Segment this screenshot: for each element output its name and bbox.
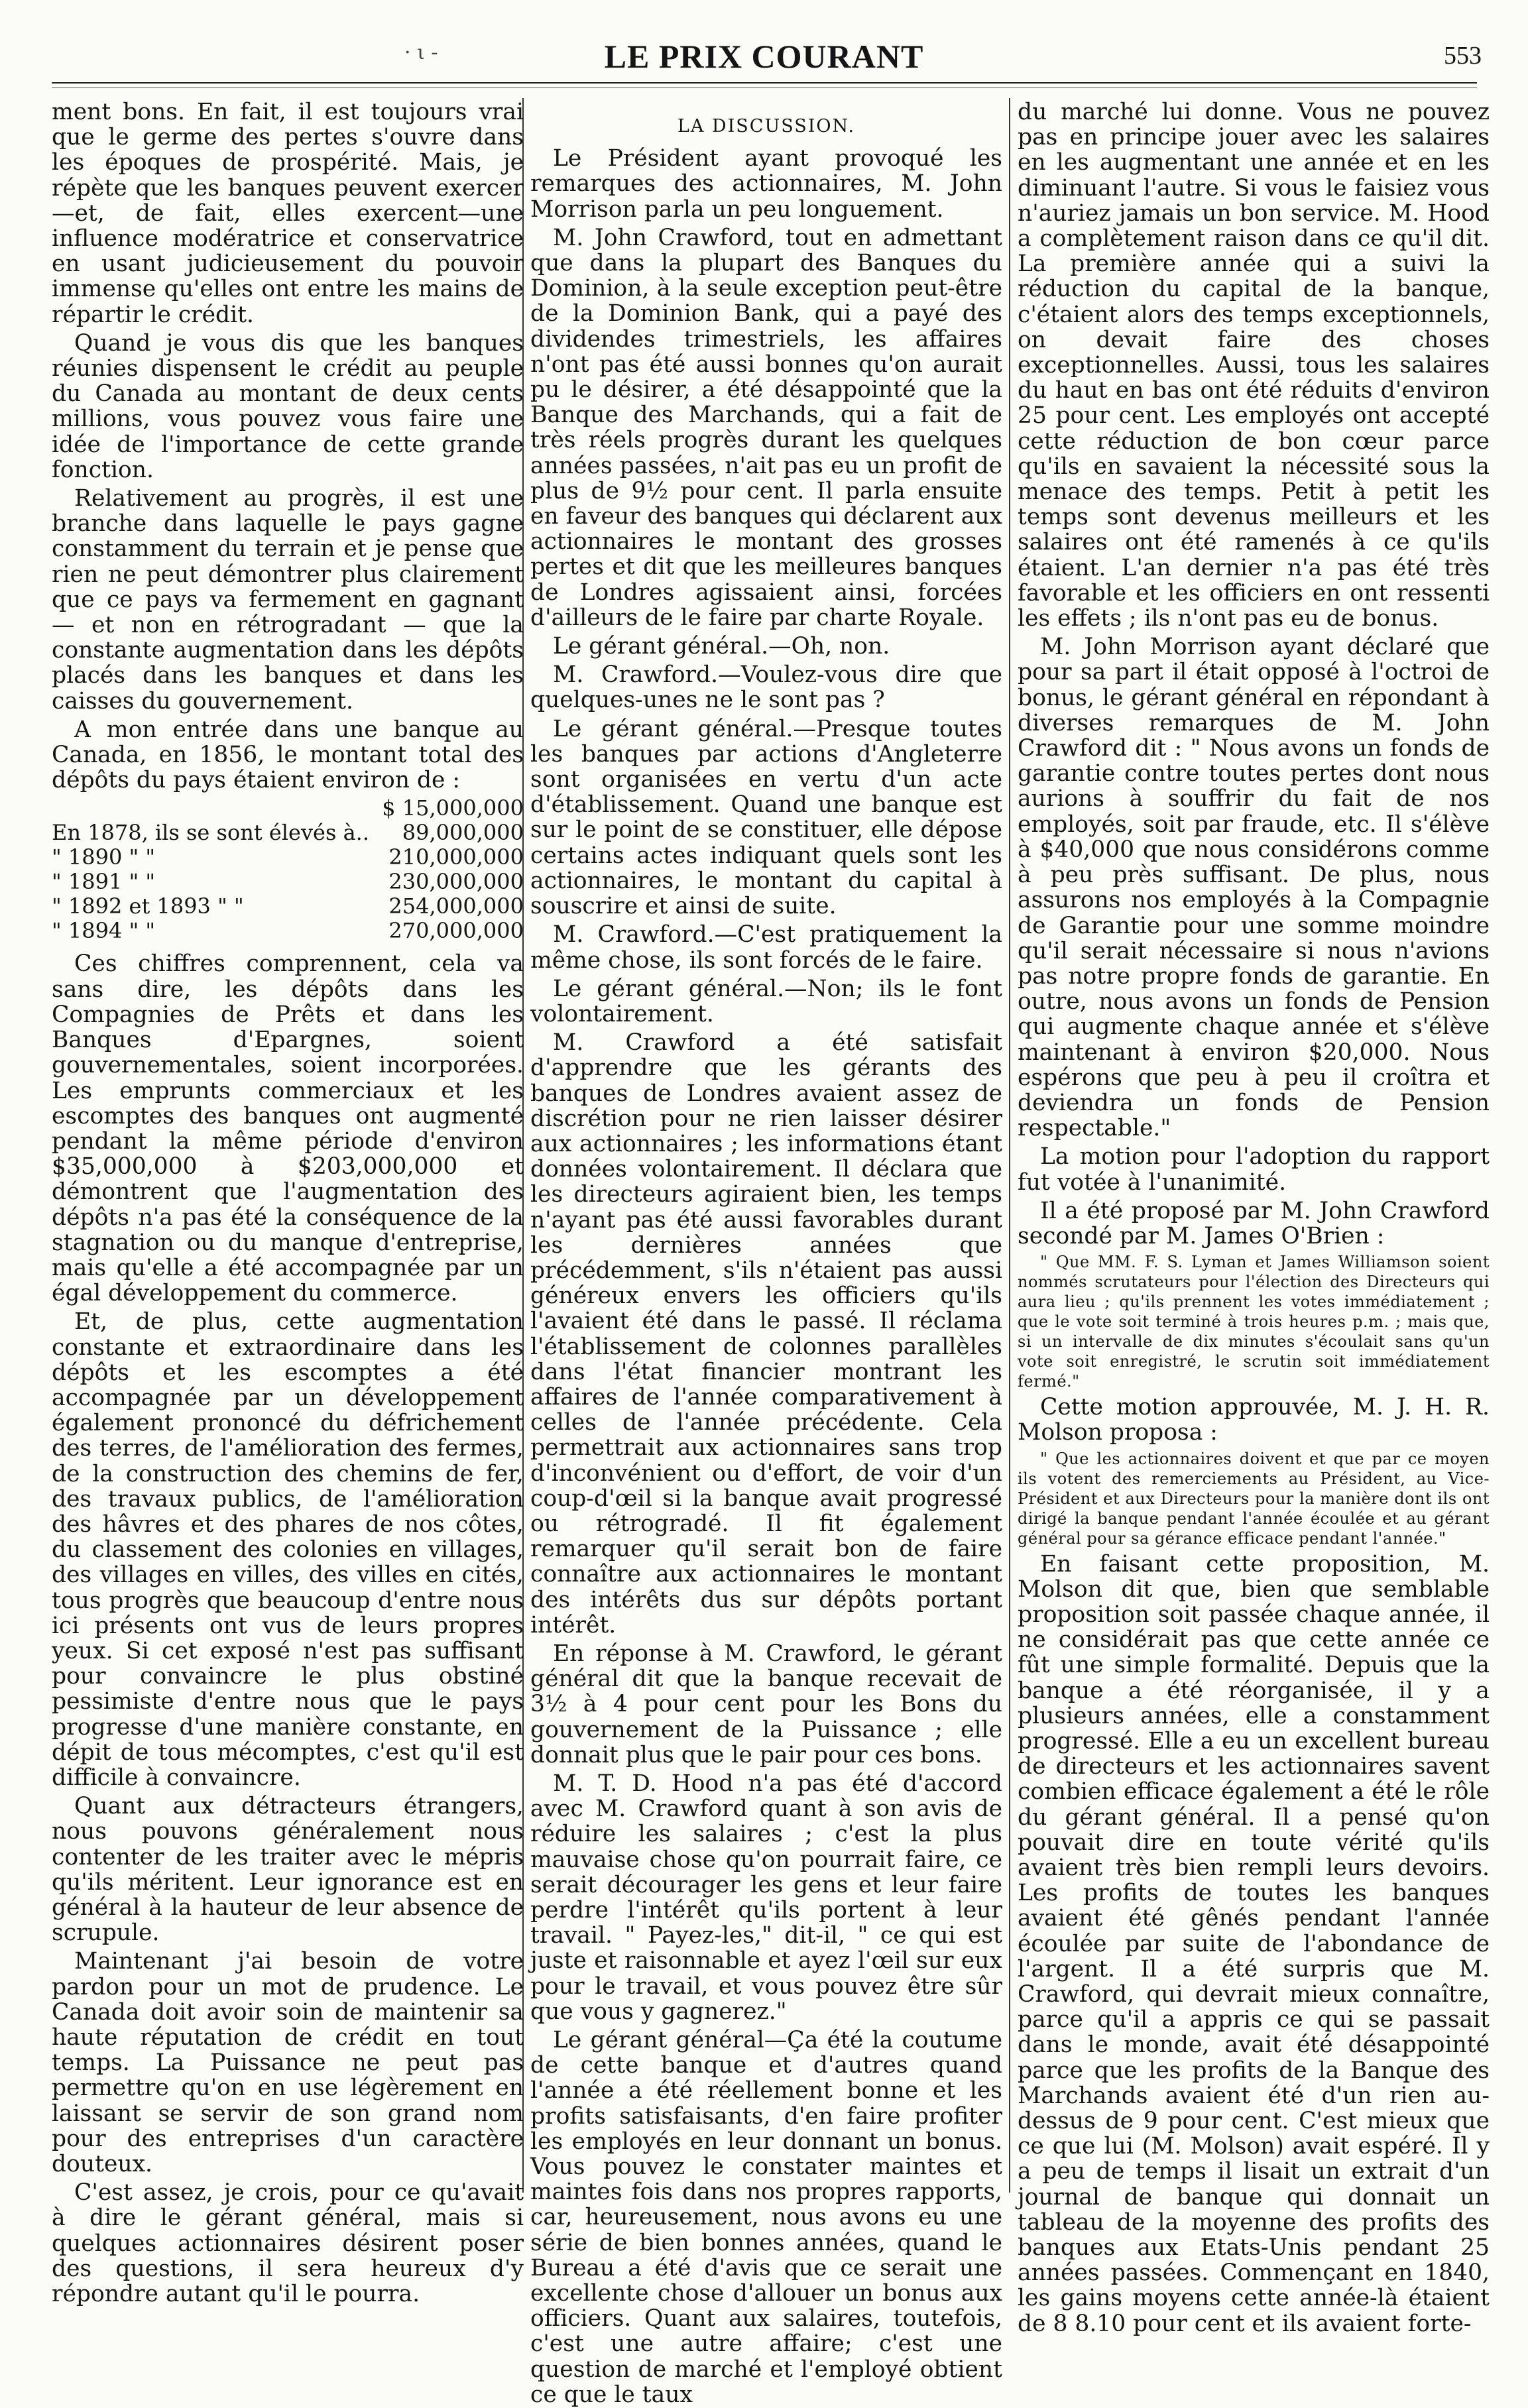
paragraph: M. John Crawford, tout en admettant que dans la plupart des Banques du Dominion, à la seule exception peut-être de la Dominion Bank, qui a payé des dividendes trimestriels, les affaires n'ont pas été aussi bonnes qu'on aurait pu le désirer, a été désappointé que la Banque des Marchands, qui a fait de très réels progrès durant les quelques années passées, n'ait pas eu un profit de plus de 9½ pour cent. Il parla ensuite en faveur des banques qui déclarent aux actionnaires le montant des grosses pertes et dit que les meilleures banques de Londres agissaient ainsi, forcées d'ailleurs de le faire par charte Royale.: [530, 224, 1002, 631]
deposit-label: " 1892 et 1893 " ": [52, 893, 244, 919]
deposit-label: [52, 796, 378, 821]
deposit-amount: 89,000,000: [402, 820, 524, 846]
paragraph: Le gérant général.—Presque toutes les banques par actions d'Angleterre sont organisées en vertu d'un acte d'établissement. Quand une banque est sur le point de se constituer, elle dépose certains actes indiquant quels sont les actionnaires, le montant du capital à souscrire et ainsi de suite.: [530, 715, 1002, 920]
paragraph: M. Crawford a été satisfait d'apprendre que les gérants des banques de Londres avaient assez de discrétion pour ne rien laisser désirer aux actionnaires ; les informations étant données volontairement. Il déclara que les directeurs agiraient bien, les temps n'ayant pas été aussi favorables durant les dernières années que précédemment, s'ils n'étaient pas aussi généreux envers les officiers qu'ils l'avaient été dans le passé. Il réclama l'établissement de colonnes parallèles dans l'état financier montrant les affaires de l'année comparativement à celles de l'année précédente. Cela permettrait aux actionnaires sans trop d'inconvénient ou d'effort, de voir d'un coup-d'œil si la banque avait progressé ou rétrogradé. Il fit également remarquer qu'il serait bon de faire connaître aux actionnaires le montant des intérêts dus sur dépôts portant intérêt.: [530, 1029, 1002, 1638]
paragraph: M. Crawford.—Voulez-vous dire que quelques-unes ne le sont pas ?: [530, 661, 1002, 714]
deposit-amount: $ 15,000,000: [382, 795, 524, 821]
paragraph: En réponse à M. Crawford, le gérant général dit que la banque recevait de 3½ à 4 pour cent pour les Bons du gouvernement de la Puissance ; elle donnait plus que le pair pour ces bons.: [530, 1640, 1002, 1768]
table-row: [52, 821, 524, 845]
deposit-amount: 230,000,000: [388, 869, 524, 895]
table-row: [52, 796, 524, 821]
table-row: [52, 870, 524, 894]
paragraph: ment bons. En fait, il est toujours vrai que le germe des pertes s'ouvre dans les époques de prospérité. Mais, je répète que les banques peuvent exercer—et, de fait, elles exercent—une influence modératrice et conservatrice en usant judicieusement du pouvoir immense qu'elles ont entre les mains de répartir le crédit.: [52, 99, 524, 328]
paragraph: La motion pour l'adoption du rapport fut votée à l'unanimité.: [1018, 1143, 1490, 1196]
resolution-quote: " Que les actionnaires doivent et que par ce moyen ils votent des remerciements au Président, au Vice-Président et aux Directeurs pour la manière dont ils ont dirigé la banque pendant l'année écoulée et au gérant général pour sa gérance efficace pendant l'année.": [1018, 1449, 1490, 1548]
paragraph: Quant aux détracteurs étrangers, nous pouvons généralement nous contenter de les traiter avec le mépris qu'ils méritent. Leur ignorance est en général à la hauteur de leur absence de scrupule.: [52, 1793, 524, 1947]
paragraph: Il a été proposé par M. John Crawford secondé par M. James O'Brien :: [1018, 1197, 1490, 1249]
deposit-amount: 254,000,000: [388, 893, 524, 919]
paragraph: Le Président ayant provoqué les remarques des actionnaires, M. John Morrison parla un peu longuement.: [530, 145, 1002, 223]
page-mark: · ι -: [404, 41, 438, 64]
paragraph: Relativement au progrès, il est une branche dans laquelle le pays gagne constamment du terrain et je pense que rien ne peut démontrer plus clairement que ce pays va fermement en gagnant — et non en rétrogradant — que la constante augmentation dans les dépôts placés dans les banques et dans les caisses du gouvernement.: [52, 485, 524, 715]
paragraph: Et, de plus, cette augmentation constante et extraordinaire dans les dépôts et les escomptes a été accompagnée par un développement également prononcé du défrichement des terres, de l'amélioration des fermes, de la construction des chemins de fer, des travaux publics, de l'amélioration des hâvres et des phares de nos côtes, du classement des colonies en villages, des villages en villes, des villes en cités, tous progrès que beaucoup d'entre nous ici présents ont vus de leurs propres yeux. Si cet exposé n'est pas suffisant pour convaincre le plus obstiné pessimiste d'entre nous que le pays progresse d'une manière constante, en dépit de tous mécomptes, c'est qu'il est difficile à convaincre.: [52, 1308, 524, 1791]
deposit-label: " 1891 " ": [52, 869, 156, 895]
paragraph: Le gérant général.—Non; ils le font volontairement.: [530, 975, 1002, 1027]
deposit-label: " 1890 " ": [52, 844, 156, 870]
header-rule: [52, 82, 1477, 84]
column-3: [1018, 99, 1490, 2337]
column-2: [530, 99, 1002, 2408]
table-row: [52, 845, 524, 870]
paragraph: C'est assez, je crois, pour ce qu'avait à dire le gérant général, mais si quelques actionnaires désirent poser des questions, il sera heureux d'y répondre autant qu'il le pourra.: [52, 2179, 524, 2308]
paragraph: du marché lui donne. Vous ne pouvez pas en principe jouer avec les salaires en les augmentant une année et en les diminuant l'autre. Si vous le faisiez vous n'auriez jamais un bon service. M. Hood a complètement raison dans ce qu'il dit. La première année qui a suivi la réduction du capital de la banque, c'étaient alors des temps exceptionnels, on devait faire des choses exceptionnelles. Aussi, tous les salaires du haut en bas ont été réduits d'environ 25 pour cent. Les employés ont accepté cette réduction de bon cœur parce qu'ils en savaient la nécessité sous la menace des temps. Petit à petit les temps sont devenus meilleurs et les salaires ont été ramenés à ce qu'ils étaient. L'an dernier n'a pas été très favorable et les officiers en ont ressenti les effets ; ils n'ont pas eu de bonus.: [1018, 99, 1490, 632]
table-row: [52, 919, 524, 943]
paragraph: A mon entrée dans une banque au Canada, en 1856, le montant total des dépôts du pays étaient environ de :: [52, 716, 524, 794]
newspaper-title: LE PRIX COURANT: [604, 38, 924, 75]
paragraph: M. John Morrison ayant déclaré que pour sa part il était opposé à l'octroi de bonus, le gérant général en répondant à diverses remarques de M. John Crawford dit : " Nous avons un fonds de garantie contre toutes pertes dont nous aurions à souffrir du fait de nos employés, soit par fraude, etc. Il s'élève à $40,000 que nous considérons comme à peu près suffisant. De plus, nous assurons nos employés à la Compagnie de Garantie pour une somme moindre qu'il serait nécessaire si nous n'avions pas notre propre fonds de garantie. En outre, nous avons un fonds de Pension qui augmente chaque année et s'élève maintenant à environ $20,000. Nous espérons que peu à peu il croîtra et deviendra un fonds de Pension respectable.": [1018, 634, 1490, 1142]
paragraph: M. Crawford.—C'est pratiquement la même chose, ils sont forcés de le faire.: [530, 921, 1002, 974]
deposit-amount: 210,000,000: [388, 844, 524, 870]
column-1: [52, 99, 524, 2308]
paragraph: Maintenant j'ai besoin de votre pardon pour un mot de prudence. Le Canada doit avoir soin de maintenir sa haute réputation de crédit en tout temps. La Puissance ne peut pas permettre qu'on en use légèrement en laissant se servir de son grand nom pour des entreprises d'un caractère douteux.: [52, 1948, 524, 2178]
page-number: 553: [1444, 42, 1482, 70]
paragraph: M. T. D. Hood n'a pas été d'accord avec M. Crawford quant à son avis de réduire les salaires ; c'est la plus mauvaise chose qu'on pourrait faire, ce serait décourager les gens et leur faire perdre l'intérêt qu'ils portent à leur travail. " Payez-les," dit-il, " ce qui est juste et raisonnable et ayez l'œil sur eux pour le travail, et vous pouvez être sûr que vous y gagnerez.": [530, 1770, 1002, 2025]
table-row: [52, 894, 524, 919]
paragraph: Cette motion approuvée, M. J. H. R. Molson proposa :: [1018, 1394, 1490, 1446]
deposit-label: " 1894 " ": [52, 918, 156, 944]
paragraph: En faisant cette proposition, M. Molson dit que, bien que semblable proposition soit passée chaque année, il ne considérait pas que cette année ce fût une simple formalité. Depuis que la banque a été réorganisée, il y a plusieurs années, elle a constamment progressé. Elle a eu un excellent bureau de directeurs et les actionnaires savent combien efficace également a été le rôle du gérant général. Il a pensé qu'on pouvait dire en toute vérité qu'ils avaient très bien rempli leurs devoirs. Les profits de toutes les banques avaient été gênés pendant l'année écoulée par suite de l'abondance de l'argent. Il a été surpris que M. Crawford, qui devrait mieux connaître, parce qu'il a appris ce qui se passait dans le monde, avait été désappointé parce que les profits de la Banque des Marchands avaient été d'un rien au-dessus de 9 pour cent. C'est mieux que ce que lui (M. Molson) avait espéré. Il y a peu de temps il lisait un extrait d'un journal de banque qui donnait un tableau de la moyenne des profits des banques aux Etats-Unis pendant 25 années passées. Commençant en 1840, les gains moyens cette année-là étaient de 8 8.10 pour cent et ils avaient forte-: [1018, 1550, 1490, 2337]
paragraph: Quand je vous dis que les banques réunies dispensent le crédit au peuple du Canada au montant de deux cents millions, vous pouvez vous faire une idée de l'importance de cette grande fonction.: [52, 329, 524, 483]
deposit-amount: 270,000,000: [388, 918, 524, 944]
deposits-table: [52, 796, 524, 943]
section-heading: LA DISCUSSION.: [677, 116, 856, 137]
paragraph: Le gérant général—Ça été la coutume de cette banque et d'autres quand l'année a été réellement bonne et les profits satisfaisants, d'en faire profiter les employés en leur donnant un bonus. Vous pouvez le constater maintes et maintes fois dans nos propres rapports, car, heureusement, nous avons eu une série de bien bonnes années, quand le Bureau a été d'avis que ce serait une excellente chose d'allouer un bonus aux officiers. Quant aux salaires, toutefois, c'est une autre affaire; c'est une question de marché et l'employé obtient ce que le taux: [530, 2027, 1002, 2408]
paragraph: Le gérant général.—Oh, non.: [553, 633, 890, 660]
column-divider: [1009, 98, 1010, 2193]
resolution-quote: " Que MM. F. S. Lyman et James Williamson soient nommés scrutateurs pour l'élection des Directeurs qui aura lieu ; qu'ils prennent les votes immédiatement ; que le vote soit terminé à trois heures p.m. ; mais que, si un intervalle de dix minutes s'écoulait sans qu'un vote soit enregistré, le scrutin soit immédiatement fermé.": [1018, 1253, 1490, 1391]
deposit-label: En 1878, ils se sont élevés à..: [52, 820, 369, 846]
paragraph: Ces chiffres comprennent, cela va sans dire, les dépôts dans les Compagnies de Prêts et dans les Banques d'Epargnes, soient gouvernementales, soient incorporées. Les emprunts commerciaux et les escomptes des banques ont augmenté pendant la même période d'environ $35,000,000 à $203,000,000 et démontrent que l'augmentation des dépôts n'a pas été la conséquence de la stagnation ou du manque d'entreprise, mais qu'elle a été accompagnée par un égal développement du commerce.: [52, 950, 524, 1307]
